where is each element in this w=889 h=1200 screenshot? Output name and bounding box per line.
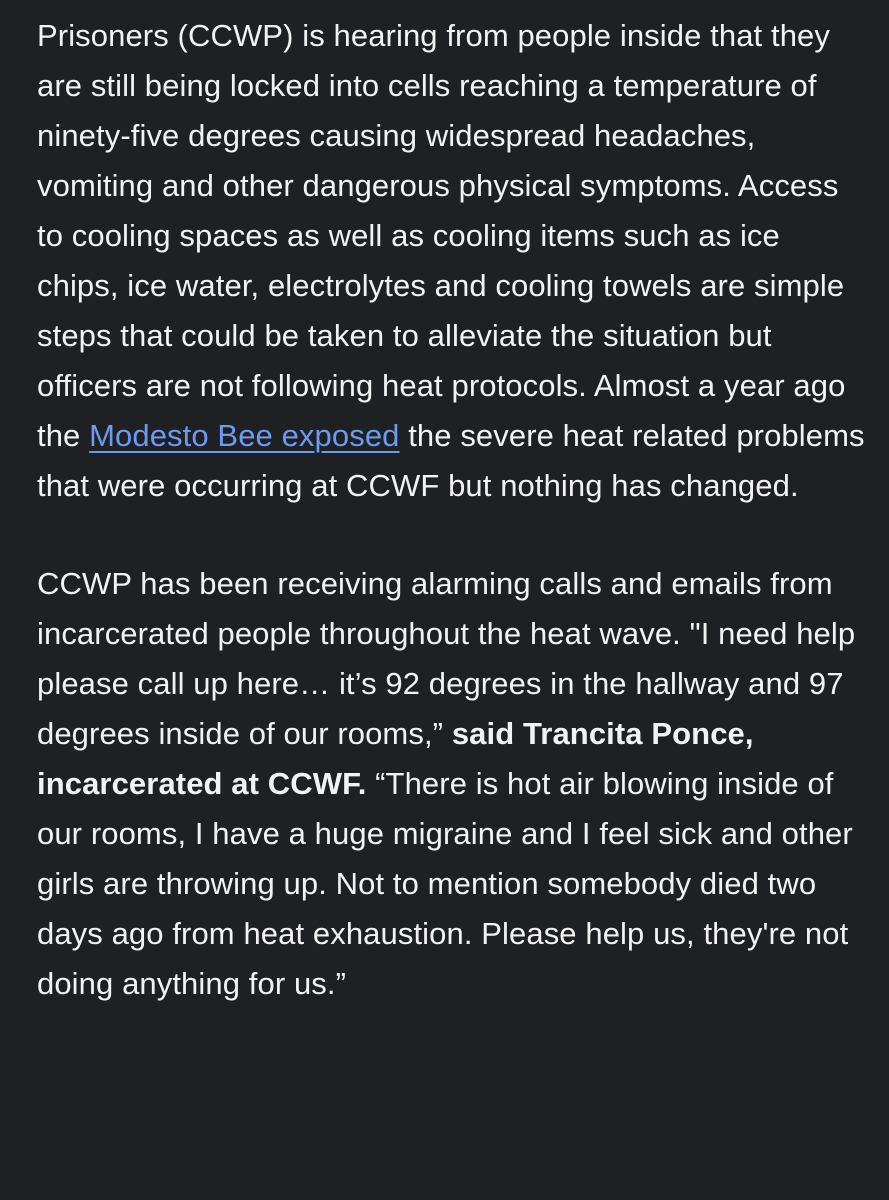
quote-attribution: said Trancita Ponce, incarcerated at CCWF. bbox=[37, 716, 754, 801]
paragraph-ccwp-heat-conditions bbox=[37, 11, 867, 511]
paragraph-prisoner-quote bbox=[37, 559, 867, 1009]
quote-text-start: CCWP has been receiving alarming calls and emails from incarcerated people throughout the heat wave. "I need help please call up here… it’s 92 degrees in the hallway and 97 degrees inside of our rooms,” bbox=[37, 566, 856, 751]
paragraph-text-conclusion: the severe heat related problems that were occurring at CCWF but nothing has changed. bbox=[37, 418, 865, 503]
paragraph-text-intro: Prisoners (CCWP) is hearing from people inside that they are still being locked into cells reaching a temperature of ninety-five degrees causing widespread headaches, vomiting and other dangerous physical symptoms. Access to cooling spaces as well as cooling items such as ice chips, ice water, electrolytes and cooling towels are simple steps that could be taken to alleviate the situation but officers are not following heat protocols. Almost a year ago the bbox=[37, 18, 846, 453]
modesto-bee-link[interactable]: Modesto Bee exposed bbox=[89, 418, 400, 453]
quote-text-end: “There is hot air blowing inside of our rooms, I have a huge migraine and I feel sick and other girls are throwing up. Not to mention somebody died two days ago from heat exhaustion. Please help us, they're not doing anything for us.” bbox=[37, 766, 853, 1001]
article-body bbox=[37, 11, 867, 1009]
